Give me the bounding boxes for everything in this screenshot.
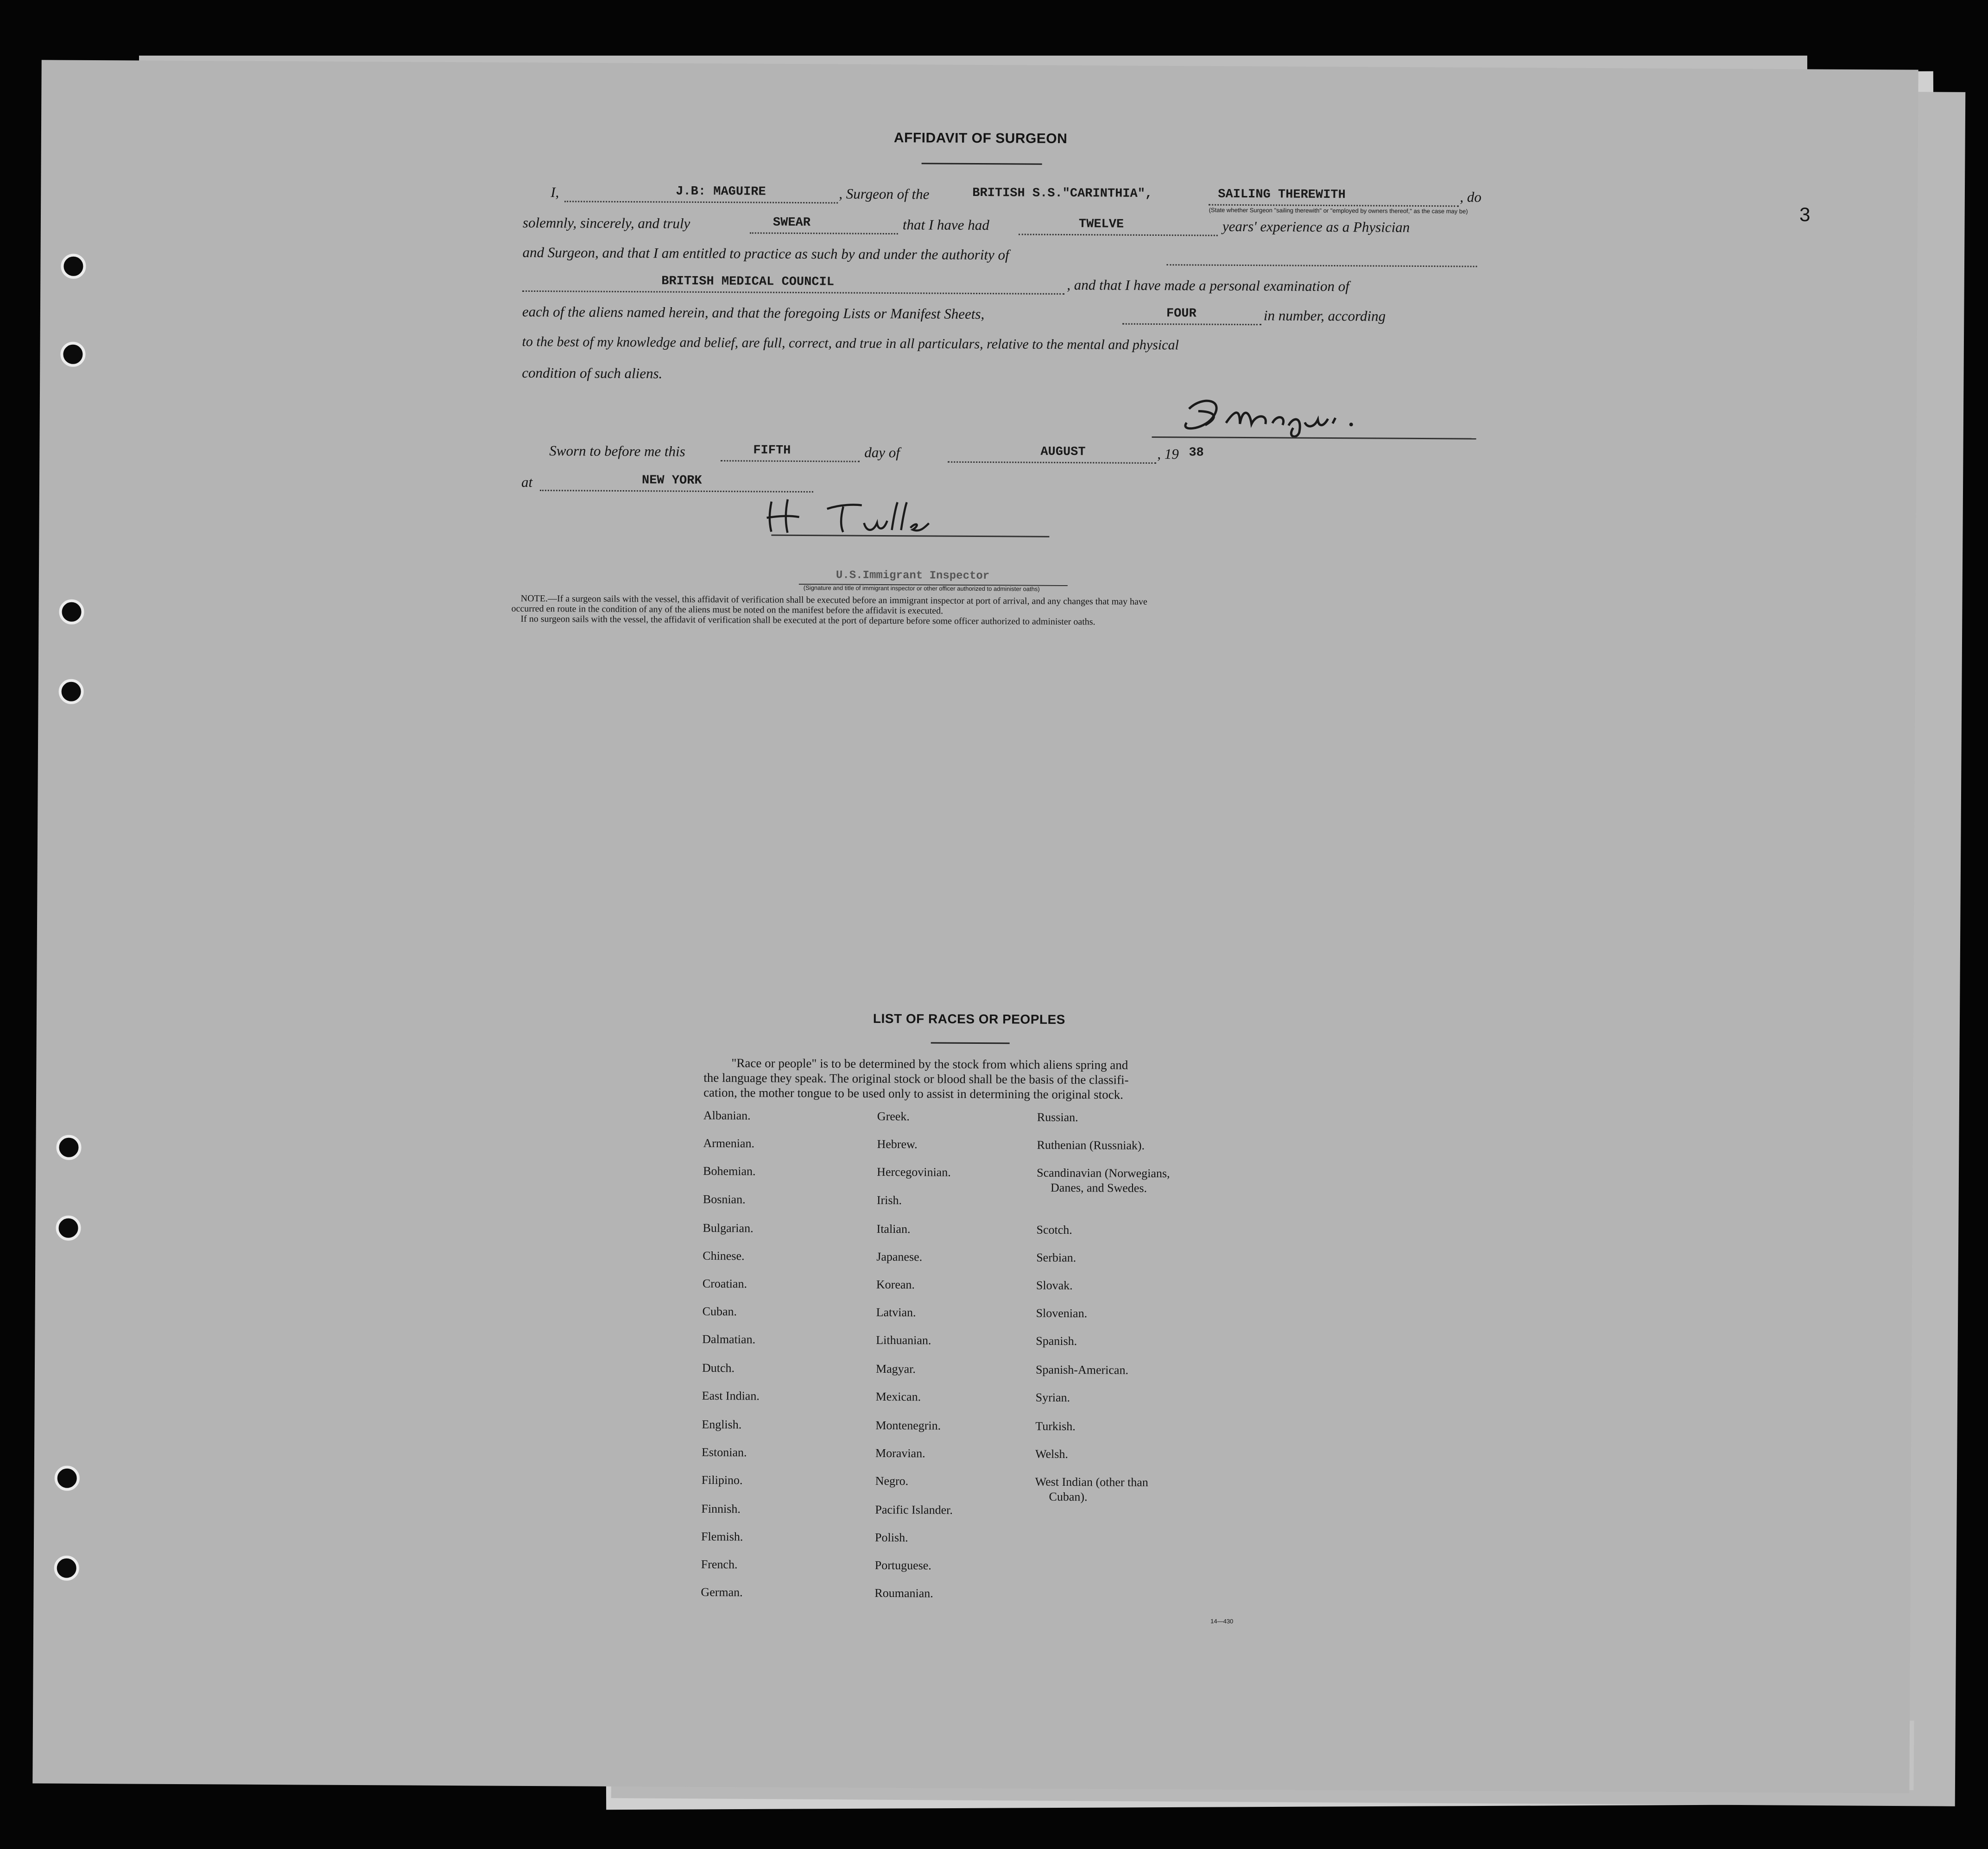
race-entry: Cuban. [702,1304,737,1319]
races-title: LIST OF RACES OR PEOPLES [873,1011,1065,1027]
race-entry: Serbian. [1036,1250,1076,1265]
race-entry: Spanish. [1036,1334,1077,1348]
race-entry: Polish. [875,1530,908,1545]
binder-hole [56,1216,81,1241]
race-entry: Pacific Islander. [875,1502,953,1517]
race-entry: Armenian. [703,1136,755,1150]
line5-prefix: each of the aliens named herein, and that the foregoing Lists or Manifest Sheets, [522,303,985,322]
race-entry: Scotch. [1036,1223,1072,1237]
sheet-count: FOUR [1166,307,1197,321]
note-text: NOTE.—If a surgeon sails with the vessel, this affidavit of verification shall be executed before an immigrant inspector at port of arrival, and any changes that may have [520,593,1147,607]
sworn-year: 38 [1189,446,1204,460]
race-entry: Welsh. [1035,1447,1068,1461]
race-entry: Cuban). [1049,1489,1088,1504]
fill-line [1019,233,1218,236]
race-entry: East Indian. [702,1388,760,1403]
races-intro-line: cation, the mother tongue to be used only to assist in determining the original stock. [703,1085,1124,1102]
fill-line [1122,323,1261,326]
race-entry: Ruthenian (Russniak). [1037,1138,1145,1152]
race-entry: Danes, and Swedes. [1050,1180,1147,1195]
line2-suffix: years' experience as a Physician [1222,218,1410,235]
race-entry: Dutch. [702,1361,735,1375]
race-entry: Filipino. [701,1473,743,1487]
race-entry: Korean. [876,1277,915,1292]
binder-hole [55,1466,80,1491]
binder-hole [54,1556,79,1581]
line1-suffix: , do [1460,189,1482,205]
page-number: 3 [1799,203,1811,226]
races-title-rule [931,1042,1010,1044]
race-entry: Negro. [875,1474,909,1488]
races-intro-line: "Race or people" is to be determined by the stock from which aliens spring and [731,1056,1128,1072]
race-entry: Hercegovinian. [877,1165,951,1179]
race-entry: Estonian. [701,1445,747,1459]
line7-text: condition of such aliens. [522,364,663,382]
years-experience: TWELVE [1078,217,1124,232]
race-entry: Mexican. [875,1389,921,1404]
race-entry: Latvian. [876,1305,916,1319]
race-entry: Chinese. [703,1249,745,1263]
officer-signature [762,495,956,537]
fill-line [1166,264,1477,267]
race-entry: Lithuanian. [876,1333,931,1347]
line1-prefix: I, [551,184,559,201]
race-entry: Montenegrin. [875,1418,941,1433]
race-entry: Syrian. [1035,1390,1070,1405]
race-entry: West Indian (other than [1035,1475,1148,1489]
binder-hole [58,679,83,704]
race-entry: Bohemian. [703,1164,756,1178]
line5-suffix: in number, according [1263,307,1386,324]
sworn-month: AUGUST [1040,445,1086,460]
race-entry: French. [701,1557,738,1571]
title-rule [922,163,1042,164]
form-number: 14—430 [1210,1617,1234,1625]
race-entry: Flemish. [701,1529,743,1544]
fill-line [948,461,1156,464]
fill-line [721,460,860,462]
sworn-day: FIFTH [753,443,791,458]
race-entry: Moravian. [875,1446,925,1460]
fill-line [564,201,838,203]
race-entry: Bulgarian. [703,1221,753,1235]
race-entry: Hebrew. [877,1137,918,1151]
at-prefix: at [521,473,533,490]
race-entry: Japanese. [876,1249,923,1264]
binder-hole [59,600,84,625]
sworn-middle: day of [864,444,900,461]
affidavit-title: AFFIDAVIT OF SURGEON [893,130,1068,147]
race-entry: Albanian. [703,1108,751,1123]
officer-title: U.S.Immigrant Inspector [836,569,990,583]
fill-line [750,232,898,234]
binder-hole [60,342,85,367]
race-entry: Turkish. [1035,1419,1076,1433]
oath-word: SWEAR [772,215,811,230]
manifest-page [32,60,1918,1793]
race-entry: Croatian. [702,1276,747,1291]
race-entry: Spanish-American. [1035,1363,1129,1377]
race-entry: Magyar. [875,1362,916,1376]
line6-text: to the best of my knowledge and belief, are full, correct, and true in all particulars, relative to the mental and physical [522,334,1179,353]
race-entry: Scandinavian (Norwegians, [1037,1166,1170,1180]
race-entry: Slovenian. [1036,1306,1088,1320]
sworn-place: NEW YORK [641,473,702,488]
line3-text: and Surgeon, and that I am entitled to practice as such by and under the authority of [522,244,1009,263]
surgeon-signature [1161,390,1486,443]
race-entry: Italian. [876,1222,911,1236]
sworn-year-prefix: , 19 [1157,446,1179,462]
race-entry: Russian. [1037,1110,1078,1124]
line2-prefix: solemnly, sincerely, and truly [522,214,690,232]
race-entry: Irish. [876,1193,902,1207]
race-entry: Bosnian. [703,1192,746,1206]
note-text: If no surgeon sails with the vessel, the affidavit of verification shall be executed at the port of departure before some officer authorized to administer oaths. [520,613,1095,627]
fill-line [540,490,813,492]
vessel-name: BRITISH S.S."CARINTHIA", [972,186,1153,201]
note-text: occurred en route in the condition of any of the aliens must be noted on the manifest before the affidavit is executed. [511,603,943,616]
races-intro-line: the language they speak. The original stock or blood shall be the basis of the classifi- [703,1070,1129,1087]
race-entry: English. [702,1417,742,1432]
race-entry: Portuguese. [874,1558,931,1572]
race-entry: Dalmatian. [702,1332,756,1346]
race-entry: Slovak. [1036,1278,1073,1293]
fill-line [522,290,1064,295]
binder-hole [61,254,86,279]
licensing-authority: BRITISH MEDICAL COUNCIL [661,274,835,290]
binder-hole [56,1135,81,1160]
line1-middle: , Surgeon of the [839,185,930,202]
race-entry: German. [701,1585,743,1599]
sworn-prefix: Sworn to before me this [549,442,685,460]
officer-caption: (Signature and title of immigrant inspector or other officer authorized to administer oaths) [803,584,1040,593]
surgeon-status: SAILING THEREWITH [1218,187,1346,202]
surgeon-name: J.B: MAGUIRE [676,184,766,199]
race-entry: Roumanian. [874,1586,933,1600]
line4-suffix: , and that I have made a personal examination of [1067,277,1349,295]
race-entry: Greek. [877,1109,910,1123]
race-entry: Finnish. [701,1502,741,1516]
status-note: (State whether Surgeon "sailing therewith" or "employed by owners thereof," as the case may be) [1209,206,1468,215]
line2-middle: that I have had [902,216,989,233]
